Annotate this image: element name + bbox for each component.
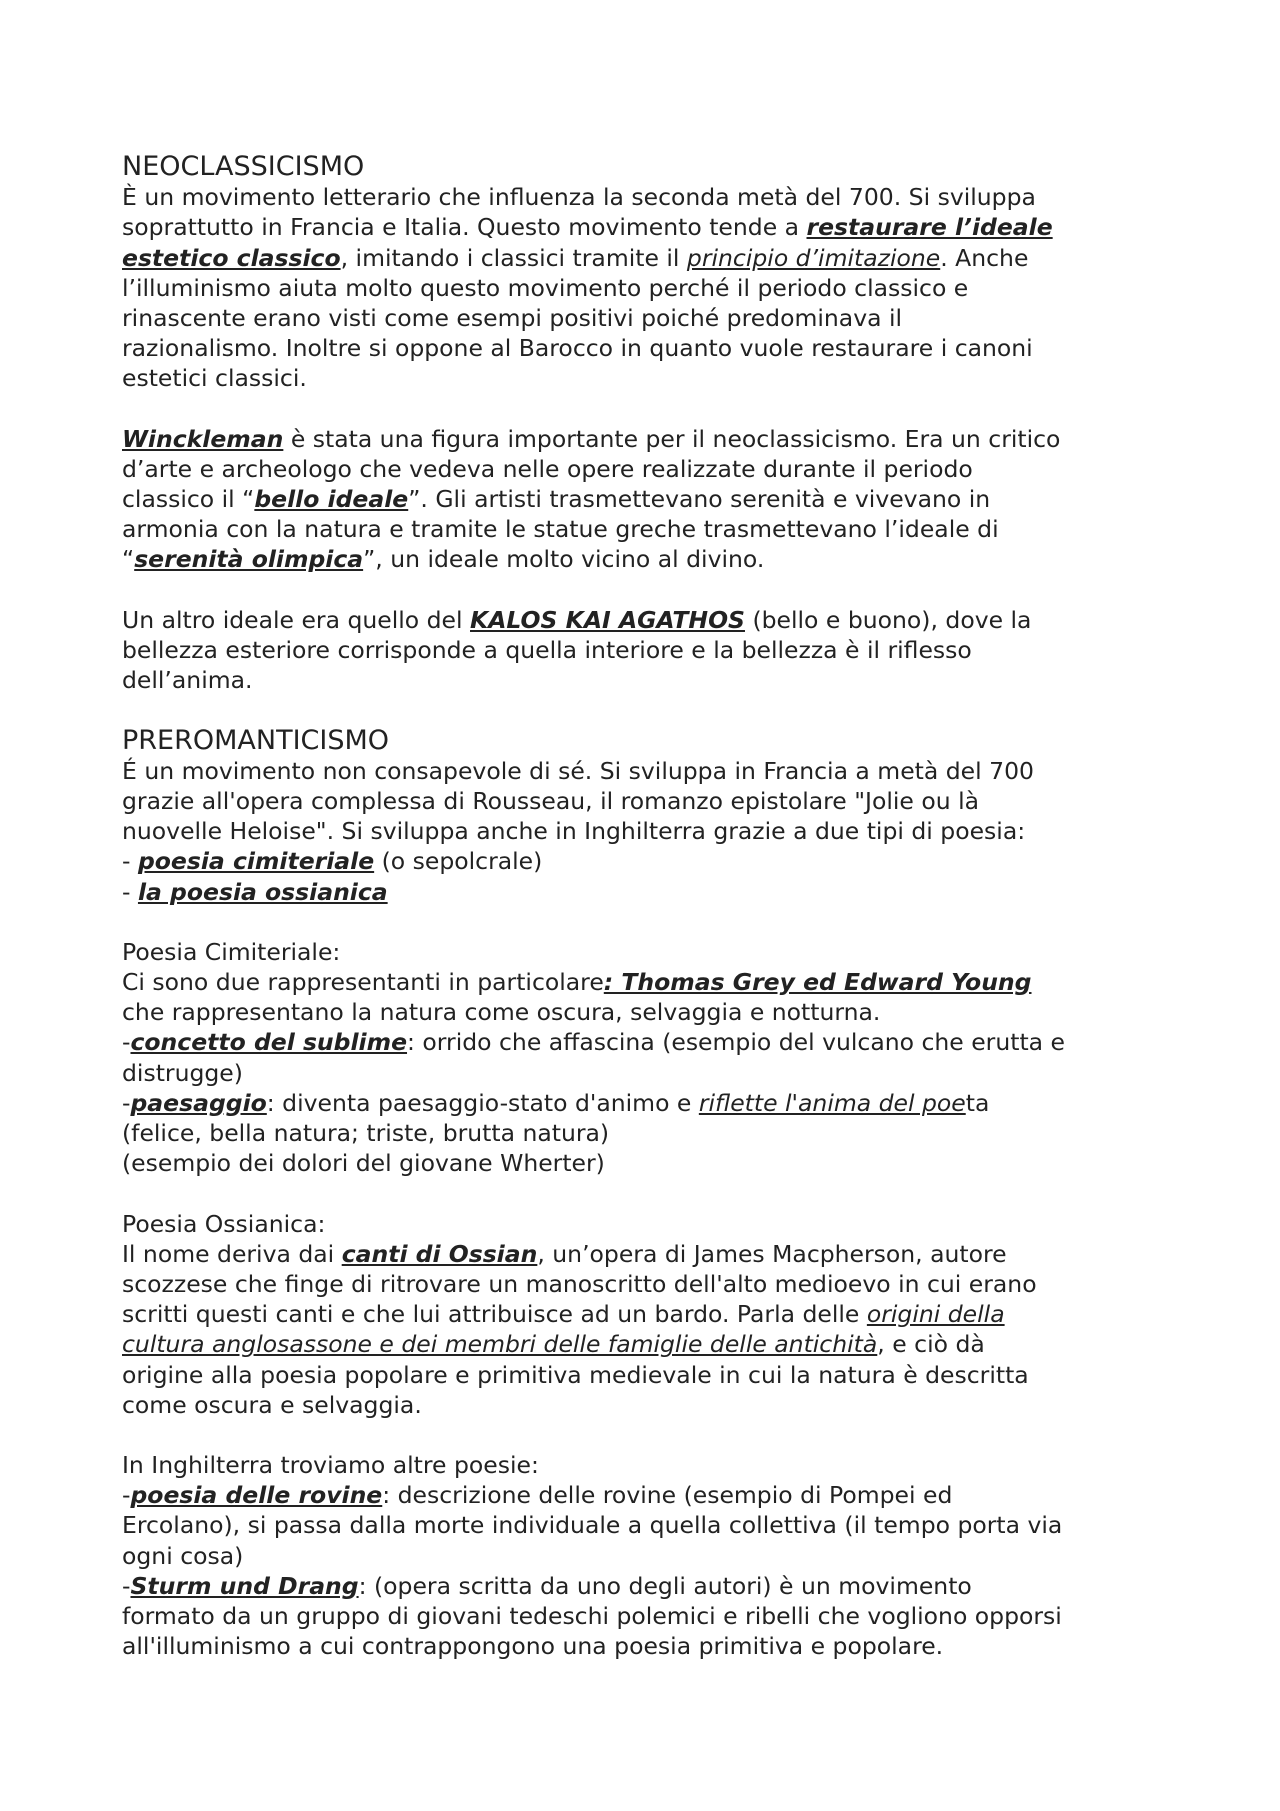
cim-line-7: (esempio dei dolori del giovane Wherter): [122, 1149, 605, 1178]
spacer: [122, 394, 1182, 424]
neo-p1-line-1: È un movimento letterario che influenza la seconda metà del 700. Si sviluppa: [122, 183, 1036, 212]
spacer: [122, 695, 1182, 725]
cim-line-6: (felice, bella natura; triste, brutta natura): [122, 1119, 610, 1147]
neo-p3-line-1: [122, 605, 1182, 635]
heading-neoclassicismo: NEOCLASSICISMO: [122, 151, 365, 182]
emphasis-winckleman: Winckleman: [122, 424, 284, 453]
text-run: . Anche: [940, 243, 1029, 272]
text-run: : descrizione delle rovine (esempio di Pompei ed: [382, 1481, 953, 1510]
text-run: Il nome deriva dai: [122, 1239, 342, 1268]
pre-p1-line-1: É un movimento non consapevole di sé. Si sviluppa in Francia a metà del 700: [122, 756, 1034, 785]
heading-preromanticismo: PREROMANTICISMO: [122, 724, 390, 756]
cim-line-2: che rappresentano la natura come oscura, selvaggia e notturna.: [122, 998, 881, 1027]
emphasis-serenita-olimpica: serenità olimpica: [134, 545, 364, 574]
neo-p1-line-4: l’illuminismo aiuta molto questo movimento perché il periodo classico e: [122, 273, 969, 302]
oss-line-1: [122, 1239, 1182, 1269]
emphasis-concetto-sublime: concetto del sublime: [130, 1028, 408, 1057]
text-run: -: [122, 1028, 131, 1057]
spacer: [122, 1178, 1182, 1208]
neo-p3-line-3: dell’anima.: [122, 666, 253, 695]
cim-title: Poesia Cimiteriale:: [122, 937, 341, 966]
text-run: ”, un ideale molto vicino al divino.: [363, 545, 765, 574]
emphasis-origini: origini della: [866, 1300, 1005, 1329]
neo-p2-line-2: d’arte e archeologo che vedeva nelle opere realizzate durante il periodo: [122, 454, 973, 483]
emphasis-riflette-anima: riflette l'anima del poe: [698, 1088, 966, 1117]
ing-line-3: Ercolano), si passa dalla morte individuale a quella collettiva (il tempo porta via: [122, 1511, 1063, 1540]
neo-p3-line-2: bellezza esteriore corrisponde a quella interiore e la bellezza è il riflesso: [122, 636, 972, 664]
neo-p1-line-7: estetici classici.: [122, 364, 307, 393]
cim-line-3: [122, 1027, 1182, 1057]
cim-line-5: [122, 1088, 1182, 1118]
oss-line-5: origine alla poesia popolare e primitiva medievale in cui la natura è descritta: [122, 1360, 1029, 1389]
text-run: (bello e buono), dove la: [744, 605, 1032, 634]
emphasis-poesia-ossianica: la poesia ossianica: [137, 877, 388, 906]
pre-p1-line-2: grazie all'opera complessa di Rousseau, il romanzo epistolare "Jolie ou là: [122, 786, 980, 815]
emphasis-poesia-cimiteriale: poesia cimiteriale: [137, 847, 375, 876]
neo-p1-line-5: rinascente erano visti come esempi positivi poiché predominava il: [122, 303, 903, 332]
ing-line-5: [122, 1571, 1182, 1601]
text-run: -: [122, 1571, 131, 1600]
text-run: scritti questi canti e che lui attribuisce ad un bardo. Parla delle: [122, 1300, 867, 1329]
neo-p2-line-5: [122, 544, 1182, 574]
neo-p1-line-3: [122, 243, 1182, 273]
cim-line-4: distrugge): [122, 1058, 243, 1087]
oss-title: Poesia Ossianica:: [122, 1209, 326, 1238]
text-run: , imitando i classici tramite il: [340, 243, 687, 272]
text-run: -: [122, 847, 138, 876]
document-page: [122, 152, 1182, 1661]
emphasis-restaurare: restaurare l’ideale: [806, 213, 1053, 242]
neo-p2-line-1: [122, 424, 1182, 454]
oss-line-2: scozzese che finge di ritrovare un manoscritto dell'alto medioevo in cui erano: [122, 1269, 1037, 1298]
text-run: (o sepolcrale): [374, 847, 543, 876]
oss-line-6: come oscura e selvaggia.: [122, 1390, 422, 1419]
text-run: classico il “: [122, 485, 255, 514]
neo-p2-line-3: [122, 484, 1182, 514]
emphasis-principio-imitazione: principio d’imitazione: [686, 243, 941, 272]
spacer: [122, 907, 1182, 937]
text-run: , un’opera di James Macpherson, autore: [537, 1239, 1007, 1268]
emphasis-bello-ideale: bello ideale: [254, 485, 409, 514]
spacer: [122, 1420, 1182, 1450]
text-run: è stata una figura importante per il neoclassicismo. Era un critico: [283, 424, 1061, 453]
pre-p1-line-5: [122, 877, 1182, 907]
text-run: , e ciò dà: [877, 1330, 985, 1359]
text-run: -: [122, 1088, 131, 1117]
text-run: : diventa paesaggio-stato d'animo e: [266, 1088, 699, 1117]
emphasis-cultura-anglosassone: cultura anglosassone e dei membri delle famiglie delle antichità: [122, 1330, 878, 1359]
oss-line-3: [122, 1299, 1182, 1329]
text-run: “: [122, 545, 135, 574]
spacer: [122, 575, 1182, 605]
text-run: -: [122, 877, 138, 906]
text-run: ta: [965, 1088, 990, 1117]
emphasis-kalos-kai-agathos: KALOS KAI AGATHOS: [470, 605, 745, 634]
text-run: ”. Gli artisti trasmettevano serenità e vivevano in: [408, 485, 991, 514]
pre-p1-line-3: nuovelle Heloise". Si sviluppa anche in Inghilterra grazie a due tipi di poesia:: [122, 817, 1026, 846]
neo-p1-line-2: [122, 212, 1182, 242]
ing-line-1: In Inghilterra troviamo altre poesie:: [122, 1451, 539, 1480]
ing-line-7: all'illuminismo a cui contrappongono una poesia primitiva e popolare.: [122, 1632, 944, 1661]
ing-line-6: formato da un gruppo di giovani tedeschi polemici e ribelli che vogliono opporsi: [122, 1602, 1062, 1630]
text-run: Un altro ideale era quello del: [122, 605, 471, 634]
emphasis-grey-young: : Thomas Grey ed Edward Young: [603, 968, 1032, 997]
pre-p1-line-4: [122, 846, 1182, 876]
emphasis-canti-ossian: canti di Ossian: [341, 1239, 538, 1268]
neo-p2-line-4: armonia con la natura e tramite le statue greche trasmettevano l’ideale di: [122, 515, 999, 544]
text-run: : (opera scritta da uno degli autori) è un movimento: [358, 1571, 972, 1600]
oss-line-4: [122, 1329, 1182, 1359]
ing-line-4: ogni cosa): [122, 1541, 244, 1570]
neo-p1-line-6: razionalismo. Inoltre si oppone al Barocco in quanto vuole restaurare i canoni: [122, 334, 1033, 363]
text-run: Ci sono due rappresentanti in particolare: [122, 968, 604, 997]
emphasis-paesaggio: paesaggio: [130, 1088, 267, 1117]
text-run: : orrido che affascina (esempio del vulcano che erutta e: [407, 1028, 1065, 1057]
cim-line-1: [122, 967, 1182, 997]
emphasis-poesia-rovine: poesia delle rovine: [130, 1481, 383, 1510]
emphasis-estetico-classico: estetico classico: [122, 243, 341, 272]
ing-line-2: [122, 1480, 1182, 1510]
emphasis-sturm-und-drang: Sturm und Drang: [130, 1571, 359, 1600]
text-run: -: [122, 1481, 131, 1510]
text-run: soprattutto in Francia e Italia. Questo movimento tende a: [122, 213, 807, 242]
